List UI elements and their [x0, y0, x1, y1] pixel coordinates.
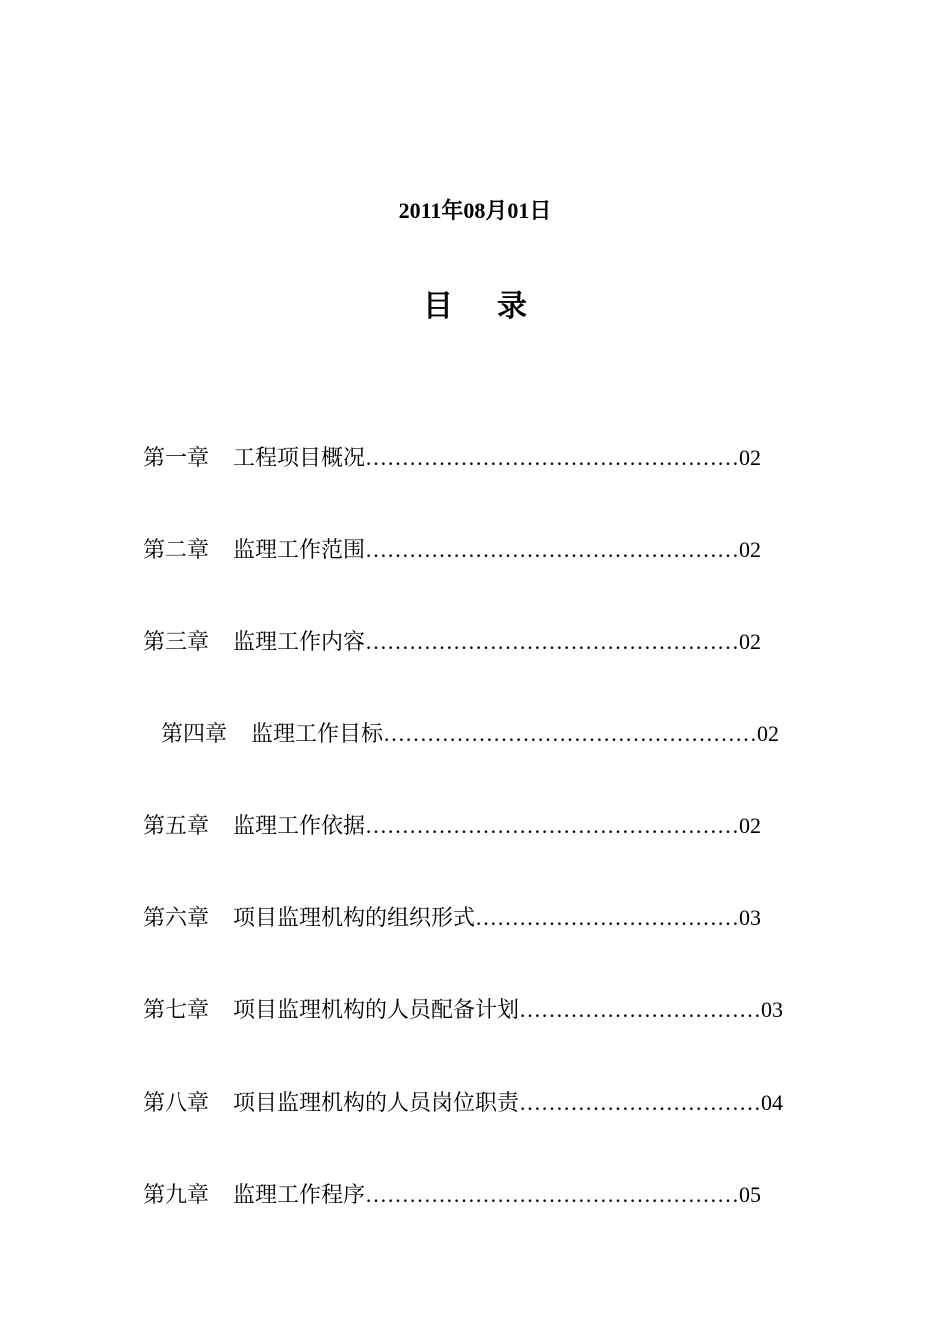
toc-leader-dots: …………………………………………… [383, 721, 758, 746]
toc-chapter-title: 监理工作程序 [233, 1183, 366, 1208]
toc-chapter-title: 项目监理机构的人员配备计划 [233, 998, 520, 1023]
toc-entry [143, 533, 761, 567]
toc-leader-dots: …………………………………………… [365, 1182, 740, 1207]
toc-chapter-title: 监理工作范围 [233, 538, 366, 563]
toc-leader-dots: …………………………………………… [365, 629, 740, 654]
toc-chapter-title: 监理工作内容 [233, 630, 366, 655]
toc-entry [143, 1086, 783, 1120]
toc-chapter-number: 第九章 [143, 1183, 210, 1208]
toc-entry [143, 1178, 761, 1212]
toc-chapter-title: 监理工作依据 [233, 814, 366, 839]
toc-leader-dots: …………………………… [519, 1090, 762, 1115]
toc-entry [161, 717, 779, 751]
toc-page-number: 03 [761, 997, 784, 1022]
toc-leader-dots: …………………………………………… [365, 445, 740, 470]
toc-chapter-number: 第四章 [161, 722, 228, 747]
document-date: 2011年08月01日 [398, 198, 552, 223]
toc-page-number: 02 [739, 813, 762, 838]
toc-entry [143, 901, 761, 935]
toc-page-number: 02 [739, 537, 762, 562]
toc-leader-dots: …………………………… [519, 997, 762, 1022]
toc-chapter-number: 第三章 [143, 630, 210, 655]
toc-chapter-number: 第一章 [143, 446, 210, 471]
toc-chapter-number: 第七章 [143, 998, 210, 1023]
toc-entry [143, 993, 783, 1027]
toc-chapter-number: 第八章 [143, 1091, 210, 1116]
toc-chapter-title: 监理工作目标 [251, 722, 384, 747]
toc-page-number: 02 [739, 445, 762, 470]
toc-chapter-number: 第六章 [143, 906, 210, 931]
toc-page-number: 05 [739, 1182, 762, 1207]
toc-page-number: 03 [739, 905, 762, 930]
toc-entry [143, 809, 761, 843]
toc-page-number: 02 [757, 721, 780, 746]
toc-leader-dots: …………………………………………… [365, 813, 740, 838]
toc-entry [143, 625, 761, 659]
toc-leader-dots: …………………………………………… [365, 537, 740, 562]
toc-chapter-number: 第五章 [143, 814, 210, 839]
toc-heading: 目录 [423, 289, 571, 324]
toc-chapter-title: 项目监理机构的人员岗位职责 [233, 1091, 520, 1116]
toc-chapter-title: 项目监理机构的组织形式 [233, 906, 476, 931]
toc-chapter-number: 第二章 [143, 538, 210, 563]
toc-page-number: 02 [739, 629, 762, 654]
toc-chapter-title: 工程项目概况 [233, 446, 366, 471]
toc-leader-dots: ……………………………… [475, 905, 740, 930]
toc-entry [143, 441, 761, 475]
toc-page-number: 04 [761, 1090, 784, 1115]
